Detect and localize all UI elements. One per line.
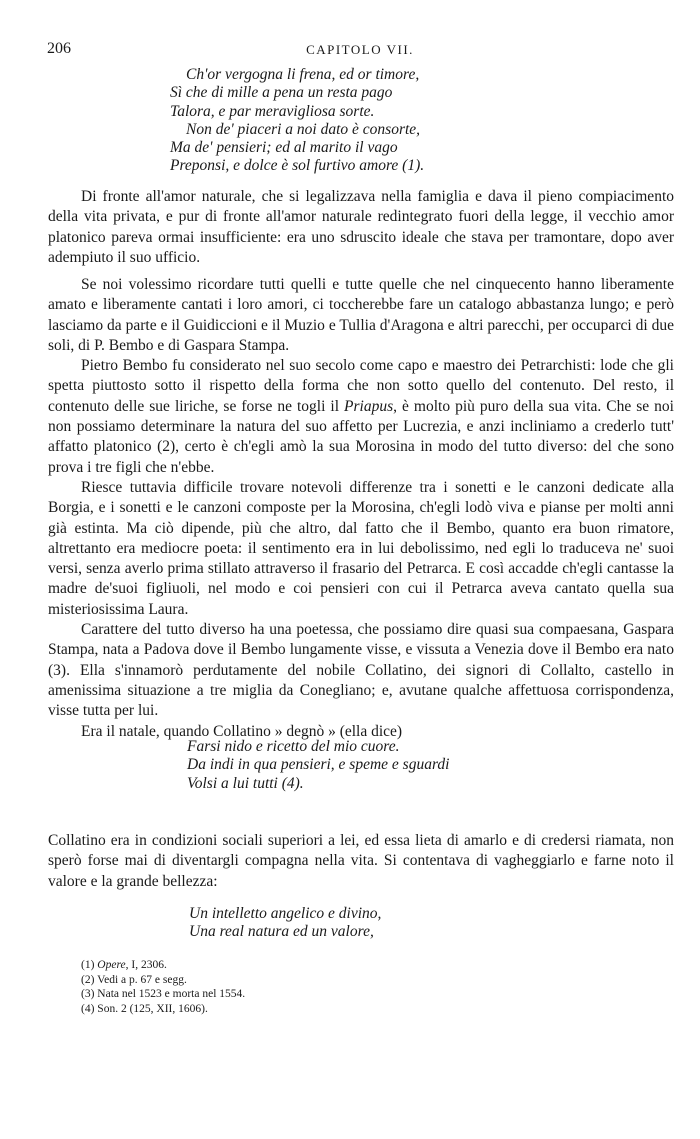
verse-line: Una real natura ed un valore, xyxy=(189,923,374,941)
verse-line: Preponsi, e dolce è sol furtivo amore (1). xyxy=(170,157,425,175)
page-header xyxy=(47,40,673,62)
running-title: CAPITOLO VII. xyxy=(306,42,414,57)
verse-line: Da indi in qua pensieri, e speme e sguardi xyxy=(187,756,450,774)
page-number: 206 xyxy=(47,40,71,57)
footnote: (3) Nata nel 1523 e morta nel 1554. xyxy=(81,988,246,1001)
verse-line: Sì che di mille a pena un resta pago xyxy=(170,84,393,102)
verse-line: Ma de' pensieri; ed al marito il vago xyxy=(170,139,398,157)
italic-title: Priapus xyxy=(344,397,394,415)
paragraph-4: Riesce tuttavia difficile trovare notevoli differenze tra i sonetti e le canzoni dedicate alla Borgia, e i sonetti e le canzoni composte per la Morosina, ch'egli lodò viva e pianse per molti anni già estinta. Ma ciò dipende, più che altro, dal fatto che il Bembo, quanto era buon rimatore, altrettanto era mediocre poeta: il sentimento era in lui debolissimo, ned egli lo traduceva ne' suoi versi, senza averlo prima stillato attraverso il frasario del Petrarca. E così accadde ch'egli cantasse la madre de'suoi figliuoli, nel modo e coi pensieri con cui il Petrarca aveva cantato quella sua misteriosissima Laura. xyxy=(48,478,674,618)
verse-quote-3 xyxy=(189,905,381,942)
footnotes xyxy=(81,958,245,1017)
verse-line: Volsi a lui tutti (4). xyxy=(187,774,304,792)
paragraph-3: Pietro Bembo fu considerato nel suo secolo come capo e maestro dei Petrarchisti: lode che gli spetta piuttosto sotto il rispetto della forma che non sotto quello del contenuto. Del resto, il contenuto delle sue liriche, se forse ne togli il Priapus, è molto più puro della sua vita. Che se noi non possiamo determinare la natura del suo affetto per Lucrezia, e anzi incliniamo a crederlo tutt' affatto platonico (2), certo è ch'egli amò la sua Morosina in modo del tutto diverso: del che sono prova i tre figli che n'ebbe. xyxy=(48,357,674,476)
footnote: (2) Vedi a p. 67 e segg. xyxy=(81,973,187,986)
paragraph-7: Collatino era in condizioni sociali superiori a lei, ed essa lieta di amarlo e di credersi riamata, non sperò forse mai di diventargli compagna nella vita. Si contentava di vagheggiarlo e farne noto il valore e la grande bellezza: xyxy=(48,832,674,890)
footnote: (1) Opere, I, 2306. xyxy=(81,959,167,971)
verse-line: Talora, e par meravigliosa sorte. xyxy=(170,102,375,120)
verse-line: Un intelletto angelico e divino, xyxy=(189,905,382,922)
verse-line: Non de' piaceri a noi dato è consorte, xyxy=(186,120,421,138)
paragraph-2: Se noi volessimo ricordare tutti quelli e tutte quelle che nel cinquecento hanno liberamente amato e liberamente cantati i loro amori, ci toccherebbe fare un catalogo abbastanza lungo; e però lasciamo da parte e il Guidiccioni e il Muzio e Tullia d'Aragona e altri parecchi, per occuparci di due soli, di P. Bembo e di Gaspara Stampa. xyxy=(48,276,674,354)
footnote: (4) Son. 2 (125, XII, 1606). xyxy=(81,1003,208,1016)
paragraph-6: Era il natale, quando Collatino » degnò » (ella dice) xyxy=(81,722,403,740)
verse-line: Ch'or vergogna li frena, ed or timore, xyxy=(186,66,420,83)
verse-quote-2 xyxy=(187,738,449,793)
verse-quote-1 xyxy=(170,66,424,176)
paragraph-block xyxy=(48,275,674,742)
paragraph-5: Carattere del tutto diverso ha una poetessa, che possiamo dire quasi sua compaesana, Gaspara Stampa, nata a Padova dove il Bembo lungamente visse, e vissuta a Venezia dove il Bembo era nato (3). Ella s'innamorò perdutamente del nobile Collatino, dei signori di Collalto, castello in amenissima situazione a tre miglia da Conegliano; e, avutane qualche affettuosa corrispondenza, visse tutta per lui. xyxy=(48,621,674,720)
verse-line: Farsi nido e ricetto del mio cuore. xyxy=(187,738,400,755)
paragraph-1: Di fronte all'amor naturale, che si legalizzava nella famiglia e dava il pieno compiacimento della vita privata, e pur di fronte all'amor naturale redintegrato fuori della legge, il vecchio amor platonico pareva ormai insufficiente: era uno sdruscito ideale che stava per tramontare, dopo aver adempiuto il suo ufficio. xyxy=(48,188,674,266)
